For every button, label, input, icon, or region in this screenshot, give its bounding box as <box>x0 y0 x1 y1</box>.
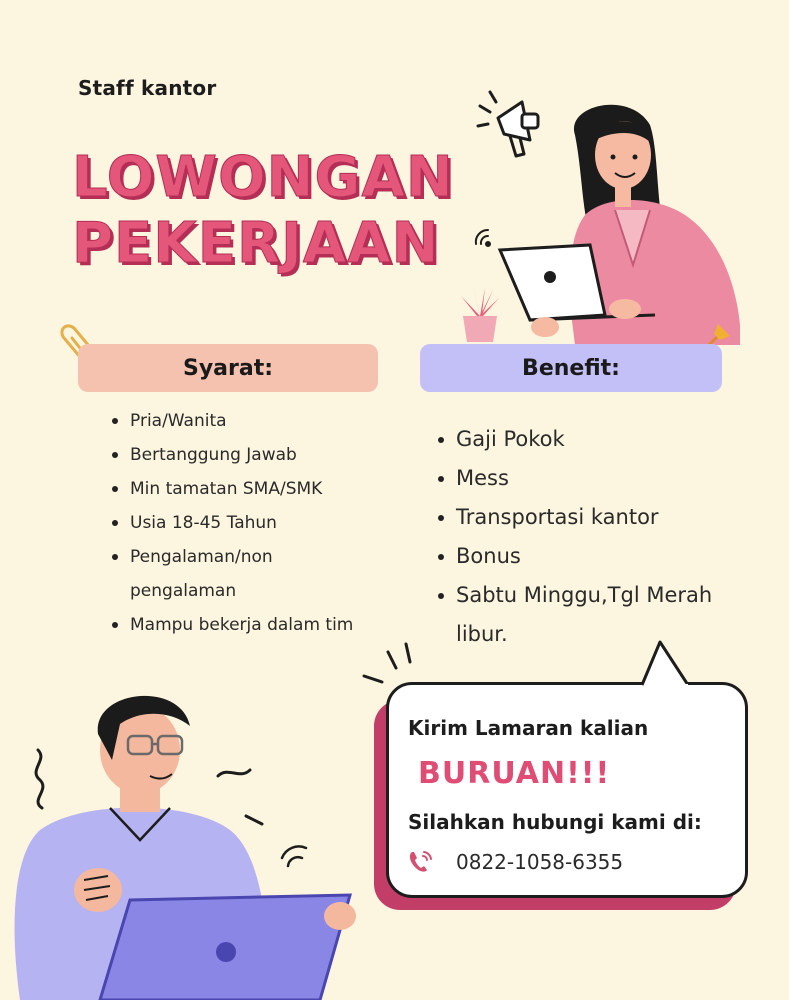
syarat-item: Mampu bekerja dalam tim <box>110 608 360 642</box>
syarat-list <box>110 404 360 642</box>
benefit-header <box>420 344 722 392</box>
bubble-tail <box>638 638 698 688</box>
phone-number: 0822-1058-6355 <box>456 850 624 874</box>
benefit-item: Gaji Pokok <box>436 420 736 459</box>
syarat-header <box>78 344 378 392</box>
man-laptop-illustration <box>0 680 370 1000</box>
contact-line-2: BURUAN!!! <box>418 756 611 791</box>
benefit-item: Bonus <box>436 537 736 576</box>
benefit-item: Sabtu Minggu,Tgl Merah libur. <box>436 576 736 654</box>
syarat-item: Pria/Wanita <box>110 404 360 438</box>
syarat-item: Min tamatan SMA/SMK <box>110 472 360 506</box>
contact-line-3: Silahkan hubungi kami di: <box>408 810 702 834</box>
wifi-signal-icon <box>470 222 498 250</box>
phone-icon <box>404 846 436 876</box>
subtitle: Staff kantor <box>78 76 217 100</box>
syarat-item: Usia 18-45 Tahun <box>110 506 360 540</box>
plant-icon <box>455 282 505 344</box>
contact-line-1: Kirim Lamaran kalian <box>408 716 649 740</box>
syarat-item: Bertanggung Jawab <box>110 438 360 472</box>
benefit-list <box>436 420 736 654</box>
headline-line-2: PEKERJAAN <box>72 211 440 276</box>
syarat-item: Pengalaman/non pengalaman <box>110 540 360 608</box>
benefit-item: Mess <box>436 459 736 498</box>
headline-line-1: LOWONGAN <box>72 145 454 210</box>
benefit-label: Benefit: <box>522 355 620 381</box>
syarat-label: Syarat: <box>182 355 274 381</box>
benefit-item: Transportasi kantor <box>436 498 736 537</box>
